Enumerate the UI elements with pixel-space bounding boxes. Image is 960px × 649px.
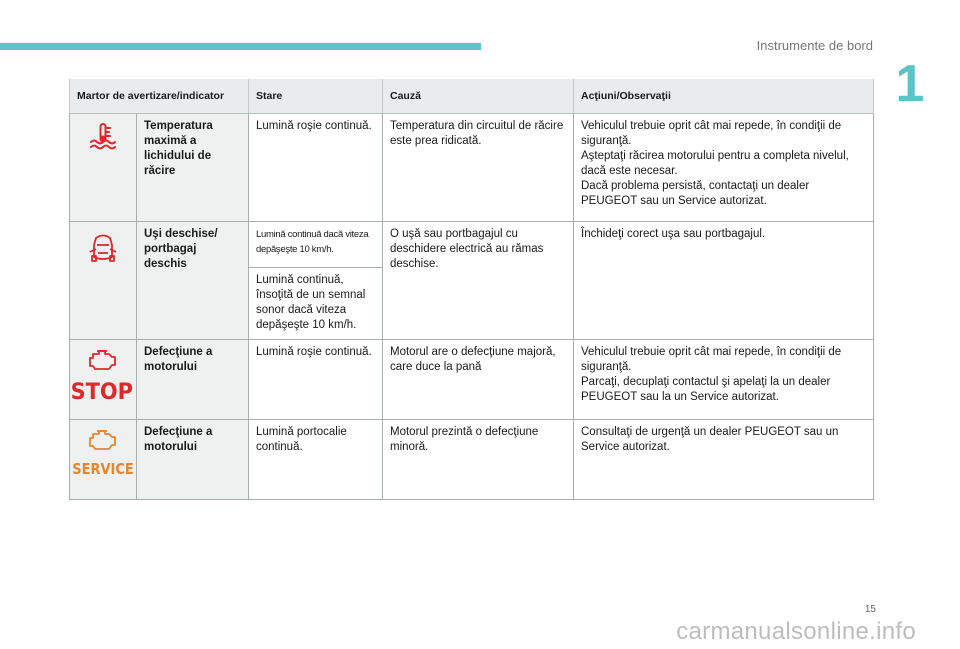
section-title: Instrumente de bord <box>756 38 873 53</box>
state-text: Lumină continuă, însoţită de un semnal sonor dacă viteza depăşeşte 10 km/h. <box>249 268 383 340</box>
cause-text: Motorul are o defecţiune majoră, care duce la pană <box>383 340 574 420</box>
door-open-icon <box>89 231 117 265</box>
column-header-cause: Cauză <box>383 79 574 114</box>
service-label: SERVICE <box>72 461 134 479</box>
stop-label: STOP <box>70 379 133 406</box>
action-line: Vehiculul trebuie oprit cât mai repede, în condiţii de siguranţă. <box>581 120 842 147</box>
chapter-number: 1 <box>895 55 925 113</box>
action-line: Aşteptaţi răcirea motorului pentru a completa nivelul, dacă este necesar. <box>581 150 849 177</box>
indicator-icon-cell <box>70 340 137 420</box>
indicator-icon-cell <box>70 222 137 340</box>
watermark: carmanualsonline.info <box>676 618 916 645</box>
table-header-row <box>70 79 874 114</box>
table-row <box>70 340 874 420</box>
action-line: Parcaţi, decuplaţi contactul şi apelaţi la un dealer PEUGEOT sau la un Service autorizat. <box>581 376 831 403</box>
action-text <box>574 420 874 500</box>
action-line: Închideţi corect uşa sau portbagajul. <box>581 228 766 240</box>
engine-fault-icon <box>87 429 119 451</box>
state-text: Lumină portocalie continuă. <box>249 420 383 500</box>
cause-text: Temperatura din circuitul de răcire este prea ridicată. <box>383 114 574 222</box>
warning-lights-table <box>69 79 874 500</box>
action-line: Dacă problema persistă, contactaţi un dealer PEUGEOT sau un Service autorizat. <box>581 180 810 207</box>
action-text <box>574 114 874 222</box>
table-row <box>70 114 874 222</box>
state-text: Lumină roşie continuă. <box>249 114 383 222</box>
column-header-actions: Acţiuni/Observaţii <box>574 79 874 114</box>
indicator-icon-cell <box>70 420 137 500</box>
column-header-indicator: Martor de avertizare/indicator <box>70 79 249 114</box>
indicator-name: Temperatura maximă a lichidului de răcire <box>137 114 249 222</box>
indicator-icon-cell <box>70 114 137 222</box>
indicator-name: Defecţiune a motorului <box>137 340 249 420</box>
state-text: Lumină continuă dacă viteza depăşeşte 10 km/h. <box>249 222 383 268</box>
action-text <box>574 222 874 340</box>
page-number: 15 <box>864 604 876 615</box>
action-text <box>574 340 874 420</box>
table-row <box>70 420 874 500</box>
action-line: Vehiculul trebuie oprit cât mai repede, în condiţii de siguranţă. <box>581 346 842 373</box>
table-row <box>70 222 874 268</box>
indicator-name: Defecţiune a motorului <box>137 420 249 500</box>
action-line: Consultaţi de urgenţă un dealer PEUGEOT sau un Service autorizat. <box>581 426 839 453</box>
state-text: Lumină roşie continuă. <box>249 340 383 420</box>
coolant-temperature-icon <box>89 123 117 149</box>
indicator-name: Uşi deschise/ portbagaj deschis <box>137 222 249 340</box>
cause-text: Motorul prezintă o defecţiune minoră. <box>383 420 574 500</box>
engine-fault-icon <box>87 349 119 371</box>
stop-label-icon <box>70 377 133 406</box>
header-accent-bar <box>0 43 481 50</box>
service-label-icon <box>72 457 134 479</box>
column-header-state: Stare <box>249 79 383 114</box>
cause-text: O uşă sau portbagajul cu deschidere electrică au rămas deschise. <box>383 222 574 340</box>
